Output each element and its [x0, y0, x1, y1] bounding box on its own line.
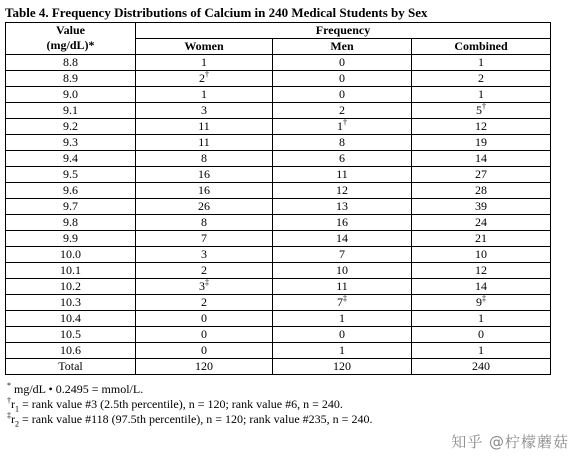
women-cell: 3‡	[136, 279, 273, 295]
men-cell: 0	[273, 87, 412, 103]
combined-cell: 39	[412, 199, 551, 215]
men-cell: 120	[273, 359, 412, 375]
women-cell: 16	[136, 183, 273, 199]
value-cell: 10.4	[6, 311, 136, 327]
women-cell: 3	[136, 247, 273, 263]
combined-cell: 14	[412, 279, 551, 295]
combined-cell: 1	[412, 55, 551, 71]
table-row	[6, 71, 551, 87]
combined-cell: 28	[412, 183, 551, 199]
men-cell: 2	[273, 103, 412, 119]
women-cell: 7	[136, 231, 273, 247]
value-cell: 10.3	[6, 295, 136, 311]
table-body	[6, 55, 551, 375]
men-cell: 7	[273, 247, 412, 263]
combined-cell: 5†	[412, 103, 551, 119]
footnote-mark: †	[205, 70, 209, 79]
men-cell: 0	[273, 327, 412, 343]
women-cell: 1	[136, 55, 273, 71]
value-cell: 10.1	[6, 263, 136, 279]
combined-cell: 21	[412, 231, 551, 247]
men-column-header: Men	[273, 39, 412, 55]
table-row	[6, 55, 551, 71]
women-cell: 120	[136, 359, 273, 375]
footnote-mark: ‡	[482, 294, 486, 303]
combined-cell: 27	[412, 167, 551, 183]
combined-cell: 14	[412, 151, 551, 167]
value-column-header: Value (mg/dL)*	[6, 23, 136, 55]
combined-cell: 0	[412, 327, 551, 343]
table-row	[6, 215, 551, 231]
women-cell: 11	[136, 119, 273, 135]
footnote-line: * mg/dL • 0.2495 = mmol/L.	[7, 381, 144, 396]
table-row	[6, 343, 551, 359]
footnote-mark: †	[482, 102, 486, 111]
women-cell: 0	[136, 327, 273, 343]
men-cell: 8	[273, 135, 412, 151]
women-cell: 26	[136, 199, 273, 215]
combined-cell: 10	[412, 247, 551, 263]
women-column-header: Women	[136, 39, 273, 55]
watermark: 知乎 @柠檬蘑菇	[451, 433, 569, 451]
value-cell: Total	[6, 359, 136, 375]
combined-cell: 1	[412, 343, 551, 359]
combined-cell: 1	[412, 87, 551, 103]
table-row	[6, 231, 551, 247]
men-cell: 16	[273, 215, 412, 231]
table-row	[6, 327, 551, 343]
table-row	[6, 247, 551, 263]
table-title: Table 4. Frequency Distributions of Calcium in 240 Medical Students by Sex	[5, 5, 428, 20]
women-cell: 1	[136, 87, 273, 103]
footnote-mark: ‡	[205, 278, 209, 287]
women-cell: 3	[136, 103, 273, 119]
value-cell: 8.8	[6, 55, 136, 71]
table-row	[6, 167, 551, 183]
men-cell: 13	[273, 199, 412, 215]
value-cell: 8.9	[6, 71, 136, 87]
women-cell: 8	[136, 151, 273, 167]
table-row	[6, 311, 551, 327]
women-cell: 2	[136, 263, 273, 279]
footnotes	[7, 382, 447, 427]
value-cell: 9.4	[6, 151, 136, 167]
frequency-table	[5, 22, 551, 375]
women-cell: 0	[136, 311, 273, 327]
footnote-mark: ‡	[343, 294, 347, 303]
table-row	[6, 135, 551, 151]
footnote-mark: †	[343, 118, 347, 127]
combined-cell: 9‡	[412, 295, 551, 311]
value-cell: 9.7	[6, 199, 136, 215]
combined-cell: 1	[412, 311, 551, 327]
table-row	[6, 183, 551, 199]
value-cell: 9.5	[6, 167, 136, 183]
value-cell: 9.0	[6, 87, 136, 103]
frequency-header: Frequency	[136, 23, 551, 39]
table-row	[6, 199, 551, 215]
table-row	[6, 151, 551, 167]
table-row	[6, 263, 551, 279]
combined-cell: 240	[412, 359, 551, 375]
women-cell: 11	[136, 135, 273, 151]
table-row	[6, 279, 551, 295]
combined-cell: 2	[412, 71, 551, 87]
men-cell: 11	[273, 167, 412, 183]
footnote-line: $^\dagger r_1$ = rank value #3 (2.5th percentile), n = 120; rank value #6, n = 240.	[7, 396, 343, 414]
combined-cell: 19	[412, 135, 551, 151]
value-cell: 10.6	[6, 343, 136, 359]
women-cell: 2	[136, 295, 273, 311]
men-cell: 12	[273, 183, 412, 199]
table-row	[6, 295, 551, 311]
value-cell: 10.2	[6, 279, 136, 295]
men-cell: 11	[273, 279, 412, 295]
men-cell: 14	[273, 231, 412, 247]
men-cell: 6	[273, 151, 412, 167]
value-cell: 9.6	[6, 183, 136, 199]
value-cell: 9.9	[6, 231, 136, 247]
value-cell: 9.1	[6, 103, 136, 119]
combined-cell: 12	[412, 263, 551, 279]
value-cell: 10.5	[6, 327, 136, 343]
table-row	[6, 359, 551, 375]
table-row	[6, 103, 551, 119]
men-cell: 1	[273, 343, 412, 359]
men-cell: 7‡	[273, 295, 412, 311]
men-cell: 10	[273, 263, 412, 279]
value-cell: 10.0	[6, 247, 136, 263]
value-cell: 9.8	[6, 215, 136, 231]
value-cell: 9.3	[6, 135, 136, 151]
women-cell: 0	[136, 343, 273, 359]
women-cell: 2†	[136, 71, 273, 87]
women-cell: 8	[136, 215, 273, 231]
men-cell: 1	[273, 311, 412, 327]
footnote-line: $^\ddagger r_2$ = rank value #118 (97.5th percentile), n = 120; rank value #235, n = 240.	[7, 411, 373, 429]
table-row	[6, 119, 551, 135]
women-cell: 16	[136, 167, 273, 183]
value-cell: 9.2	[6, 119, 136, 135]
men-cell: 0	[273, 55, 412, 71]
combined-column-header: Combined	[412, 39, 551, 55]
men-cell: 1†	[273, 119, 412, 135]
combined-cell: 12	[412, 119, 551, 135]
combined-cell: 24	[412, 215, 551, 231]
table-row	[6, 87, 551, 103]
men-cell: 0	[273, 71, 412, 87]
